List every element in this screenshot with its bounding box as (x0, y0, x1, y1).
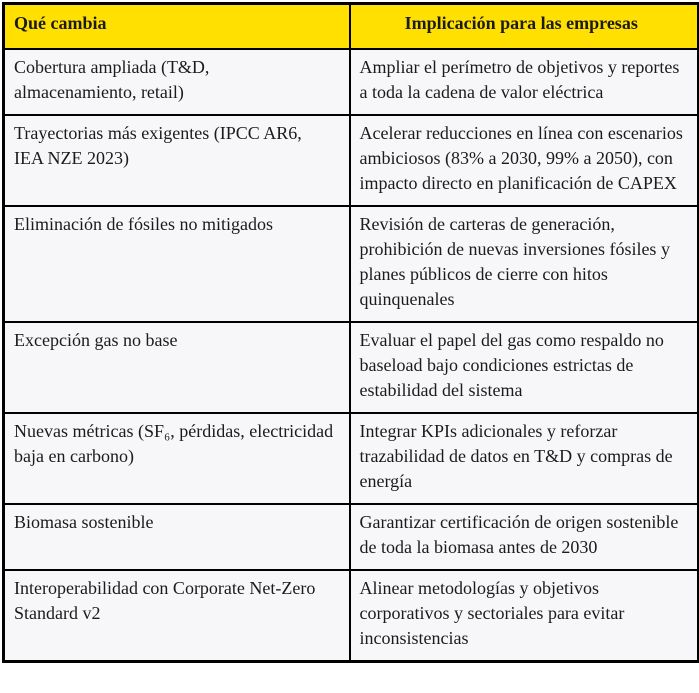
cell-change: Biomasa sostenible (4, 504, 350, 570)
table-row (4, 115, 699, 206)
cell-change: Trayectorias más exigentes (IPCC AR6, IEA NZE 2023) (4, 115, 350, 206)
cell-implication: Revisión de carteras de generación, prohibición de nuevas inversiones fósiles y planes públicos de cierre con hitos quinquenales (350, 206, 699, 322)
cell-change: Interoperabilidad con Corporate Net-Zero Standard v2 (4, 570, 350, 662)
cell-implication: Acelerar reducciones en línea con escenarios ambiciosos (83% a 2030, 99% a 2050), con impacto directo en planificación de CAPEX (350, 115, 699, 206)
cell-implication: Evaluar el papel del gas como respaldo no baseload bajo condiciones estrictas de estabilidad del sistema (350, 322, 699, 413)
column-header-que-cambia: Qué cambia (4, 4, 350, 50)
header-row (4, 4, 699, 50)
cell-implication: Integrar KPIs adicionales y reforzar trazabilidad de datos en T&D y compras de energía (350, 413, 699, 504)
table-row (4, 322, 699, 413)
table-row (4, 504, 699, 570)
table-row (4, 206, 699, 322)
table-row (4, 413, 699, 504)
cell-change: Excepción gas no base (4, 322, 350, 413)
cell-implication: Ampliar el perímetro de objetivos y reportes a toda la cadena de valor eléctrica (350, 49, 699, 115)
cell-change: Eliminación de fósiles no mitigados (4, 206, 350, 322)
cell-change: Cobertura ampliada (T&D, almacenamiento, retail) (4, 49, 350, 115)
table-row (4, 570, 699, 662)
cell-implication: Alinear metodologías y objetivos corporativos y sectoriales para evitar inconsistencias (350, 570, 699, 662)
table-row (4, 49, 699, 115)
cell-implication: Garantizar certificación de origen sostenible de toda la biomasa antes de 2030 (350, 504, 699, 570)
changes-implications-table (2, 2, 699, 663)
cell-change: Nuevas métricas (SF₆, pérdidas, electricidad baja en carbono) (4, 413, 350, 504)
column-header-implicacion: Implicación para las empresas (350, 4, 699, 50)
